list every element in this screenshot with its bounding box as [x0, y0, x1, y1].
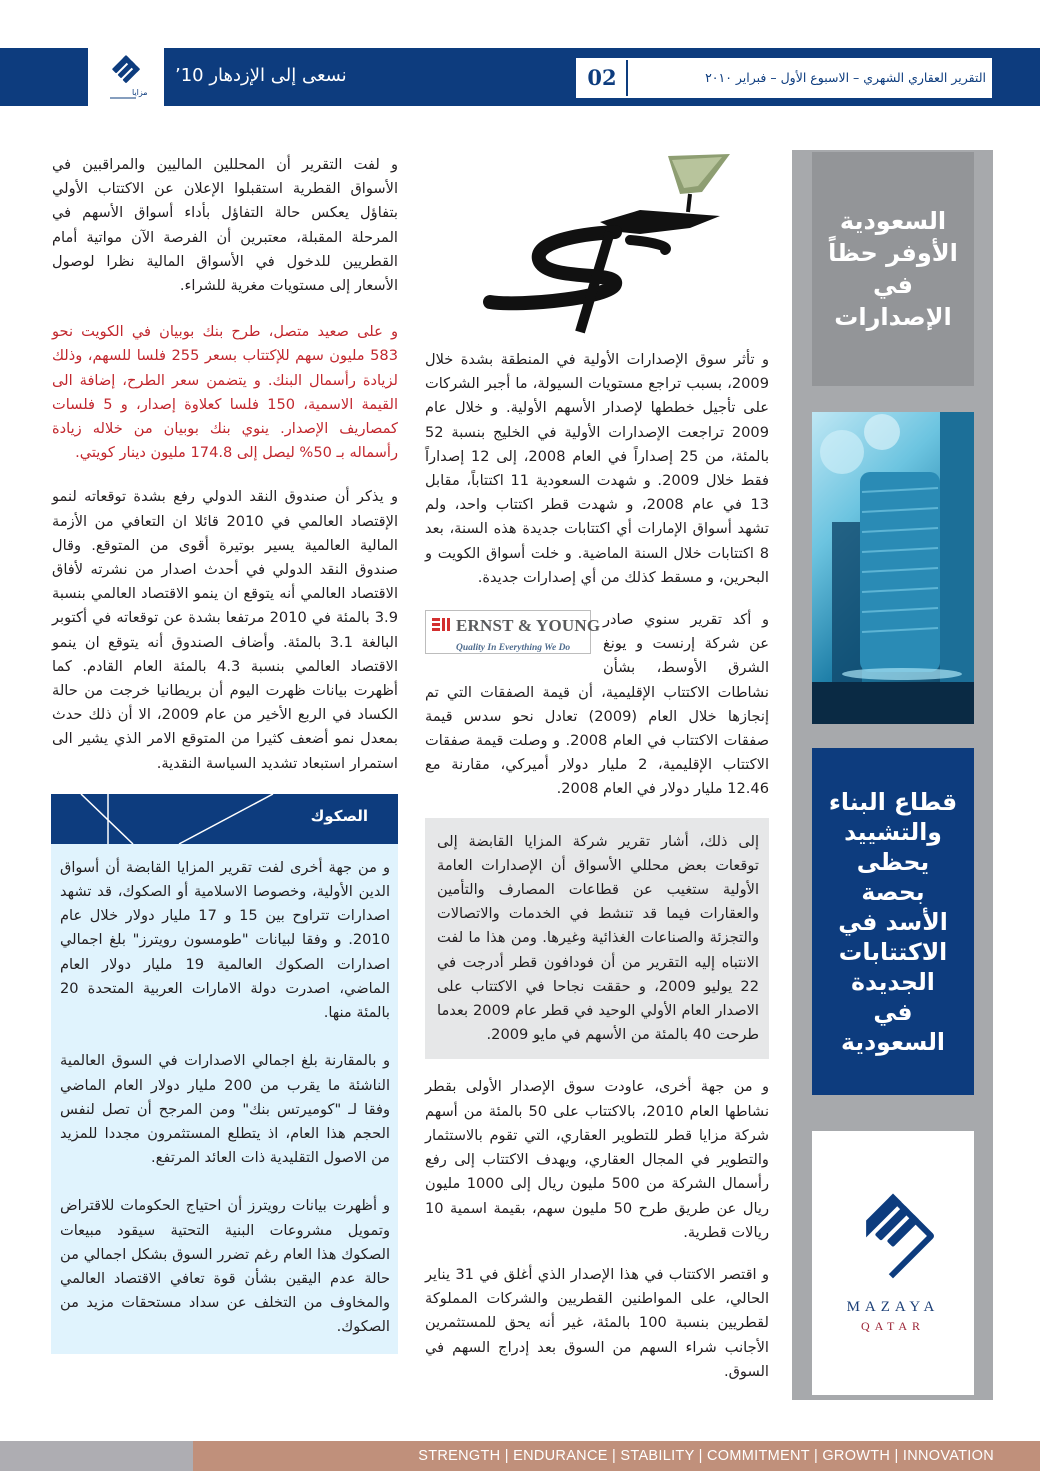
sukuk-box: [51, 794, 398, 1354]
mazaya-qatar-logo: [812, 1131, 974, 1395]
sukuk-p1: و من جهة أخرى لفت تقرير المزايا القابضة أن أسواق الدين الأولية، وخصوصا الاسلامية أو الصكوك، قد تشهد اصدارات تتراوح بين 15 و 17 مليار دولار خلال عام 2010. و وفقا لبيانات "طومسون رويترز" بلغ اجمالي اصدارات الصكوك العالمية 19 مليار دولار العام الماضي، اصدرت دولة الامارات العربية المتحدة 20 بالمئة منها.: [60, 858, 390, 1022]
page-number: 02: [578, 60, 628, 96]
footer-values: STRENGTH | ENDURANCE | STABILITY | COMMITMENT | GROWTH | INNOVATION: [193, 1441, 1040, 1471]
article-middle-p1: و تأثر سوق الإصدارات الأولية في المنطقة بشدة خلال 2009، بسبب تراجع مستويات السيولة، ما أجبر الشركات على تأجيل خططها لإصدار الأسهم الأولية. و خلال عام 2009 تراجعت الإصدارات الأولية في الخليج بنسبة 52 بالمئة، من 25 إصداراً في العام 2008، إلى 12 إصداراً فقط خلال 2009. و شهدت السعودية 11 اكتتاباً، مقابل 13 في عام 2008، و شهدت قطر اكتتاب واحد، ولم تشهد أسواق الإمارات أي اكتتابات جديدة هذه السنة، بعد 8 اكتتابات خلال السنة الماضية. و خلت أسواق الكويت و البحرين، و مسقط كذلك من أي إصدارات جديدة.: [425, 351, 770, 586]
sidebar-headline-1-text: السعودية الأوفر حظاً في الإصدارات: [828, 207, 958, 331]
ey-tagline: Quality In Everything We Do: [456, 643, 571, 654]
sidebar-headline-1: [812, 152, 974, 386]
issue-title: التقرير العقاري الشهري – الاسبوع الأول – فبراير ٢٠١٠: [705, 70, 986, 85]
logo-name: MAZAYA: [846, 1299, 940, 1315]
highlight-box-text: إلى ذلك، أشار تقرير شركة المزايا القابضة إلى توقعات بعض محللي الأسواق أن الإصدارات العامة الأولية ستغيب عن قطاعات المصارف والتأمين والعقارات فيما قد تنشط في الخدمات والاتصالات والتجزئة والصناعات الغذائية وغيرها. ومن هذا ما لفت الانتباه إليه التقرير من أن فودافون قطر أدرجت في 22 يوليو 2009، و حققت نجاحا في الاكتتاب على الاصدار العام الأولي الوحيد في قطر عام 2009 بعدما طرحت 40 بالمئة من الأسهم في مايو 2009.: [437, 832, 759, 1044]
oil-dollar-sign-icon: [440, 152, 760, 342]
article-middle-p3-underlined: [425, 1075, 769, 1244]
header-slogan: نسعى إلى الإزدهار 10’: [175, 65, 347, 86]
mazaya-logo-icon: [88, 48, 164, 106]
coin-stacks-icon: [812, 412, 974, 724]
middle-column: [425, 348, 769, 1384]
left-column: [52, 153, 398, 1354]
sukuk-p2: و بالمقارنة بلغ اجمالي الاصدارات في السوق العالمية الناشئة ما يقرب من 200 مليار دولار العام الماضي وفقا لـ "كوميرتس بنك" ومن المرجح أن تصل لنفس الحجم هذا العام، اذ يتطلع المستثمرون مجددا للمزيد من الاصول التقليدية ذات العائد المرتفع.: [60, 1052, 390, 1167]
coins-image: [812, 412, 974, 724]
article-middle-p2: [425, 608, 769, 802]
sukuk-body: [51, 844, 398, 1354]
sidebar-headline-2: [812, 748, 974, 1095]
ey-logo-icon: [432, 616, 452, 634]
highlight-box: [425, 818, 769, 1060]
article-left-p2-highlight: و على صعيد متصل، طرح بنك بوبيان في الكويت نحو 583 مليون سهم للإكتتاب بسعر 255 فلسا للسهم، وذلك لزيادة رأسمال البنك. و يتضمن سعر الطرح، إضافة الى القيمة الاسمية، 150 فلسا كعلاوة إصدار، و 5 فلسات كمصاريف الإصدار. ينوي بنك بوبيان من خلاله زيادة رأسماله بـ 50% ليصل إلى 174.8 مليون دينار كويتي.: [52, 323, 399, 462]
article-left-p1: و لفت التقرير أن المحللين الماليين والمراقبين في الأسواق القطرية استقبلوا الإعلان عن الاكتتاب الأولي بتفاؤل يعكس حالة التفاؤل بأداء أسواق الأسهم في المرحلة المقبلة، معتبرين أن الفرصة الآن مواتية أمام القطريين للدخول في الأسواق المالية نظرا لوصول الأسعار إلى مستويات مغرية للشراء.: [52, 156, 398, 295]
ernst-young-logo: [425, 610, 601, 654]
logo-arabic-text: مزايا: [132, 88, 148, 97]
sukuk-header: [51, 794, 398, 844]
article-middle-p2-text: و أكد تقرير سنوي صادر عن شركة إرنست و يونغ الشرق الأوسط، بشأن نشاطات الاكتتاب الإقليمية، أن قيمة الصفقات التي تم إنجازها خلال العام (2009) تعادل نحو سدس قيمة صفقات الاكتتاب في العام 2008. و وصلت قيمة صفقات الاكتتاب الإقليمية، 2 مليار دولار أميركي، مقارنة مع 12.46 مليار دولار في العام 2008.: [425, 611, 770, 798]
article-middle-p4: و اقتصر الاكتتاب في هذا الإصدار الذي أغلق في 31 يناير الحالي، على المواطنين القطريين والشركات المملوكة لقطريين بنسبة 100 بالمئة، غير أنه يحق للمستثمرين الأجانب شراء السهم من السوق بعد إدراج السهم في السوق.: [425, 1265, 769, 1380]
article-left-p3: و يذكر أن صندوق النقد الدولي رفع بشدة توقعاته لنمو الإقتصاد العالمي في 2010 قائلا ان التعافي من الأزمة المالية العالمية يسير بوتيرة أقوى من المتوقع. وقال صندوق النقد الدولي في أحدث اصدار من نشرته لأفاق الاقتصاد العالمي أنه يتوقع ان ينمو الاقتصاد العالمي بنسبة 3.9 بالمئة في 2010 مرتفعا بشدة عن توقعاته في أكتوبر البالغة 3.1 بالمئة. وأضاف الصندوق أنه يتوقع ان ينمو الاقتصاد العالمي بنسبة 4.3 بالمئة العام القادم. كما أظهرت بيانات ظهرت اليوم أن بريطانيا خرجت من حالة الكساد في الربع الأخير من عام 2009، الا أن ذلك حدث بمعدل نمو أضعف كثيرا من المتوقع الامر الذي يشير الى استمرار استبعاد تشديد السياسة النقدية.: [52, 488, 399, 772]
sidebar-headline-2-text: قطاع البناء والتشييد يحظى بحصة الأسد في الاكتتابات الجديدة في السعودية: [828, 787, 958, 1056]
header-logo: [88, 48, 164, 106]
sukuk-title: الصكوك: [310, 806, 368, 825]
oil-dollar-image: [440, 152, 760, 342]
ey-name: ERNST & YOUNG: [456, 616, 601, 636]
article-middle-p3-text: و من جهة أخرى، عاودت سوق الإصدار الأولى بقطر نشاطها العام 2010، بالاكتتاب على 50 بالمئة من أسهم شركة مزايا قطر للتطوير العقاري، التي تقوم بالاستثمار والتطوير في المجال العقاري، ويهدف الاكتتاب إلى رفع رأسمال الشركة من 500 مليون ريال إلى 1000 مليون ريال عن طريق طرح 50 مليون سهم، بقيمة اسمية 10 ريالات قطرية.: [425, 1078, 770, 1241]
logo-subname: QATAR: [860, 1319, 926, 1333]
footer-gray-block: [0, 1441, 193, 1471]
mazaya-diamond-icon: [848, 1186, 938, 1286]
sukuk-p3: و أظهرت بيانات رويترز أن احتياج الحكومات للاقتراض وتمويل مشروعات البنية التحتية سيقود مبيعات الصكوك هذا العام رغم تضرر السوق بشكل اجمالي من حالة عدم اليقين بشأن قوة تعافي الاقتصاد العالمي والمخاوف من التخلف عن سداد مستحقات مزيد من الصكوك.: [60, 1197, 390, 1336]
